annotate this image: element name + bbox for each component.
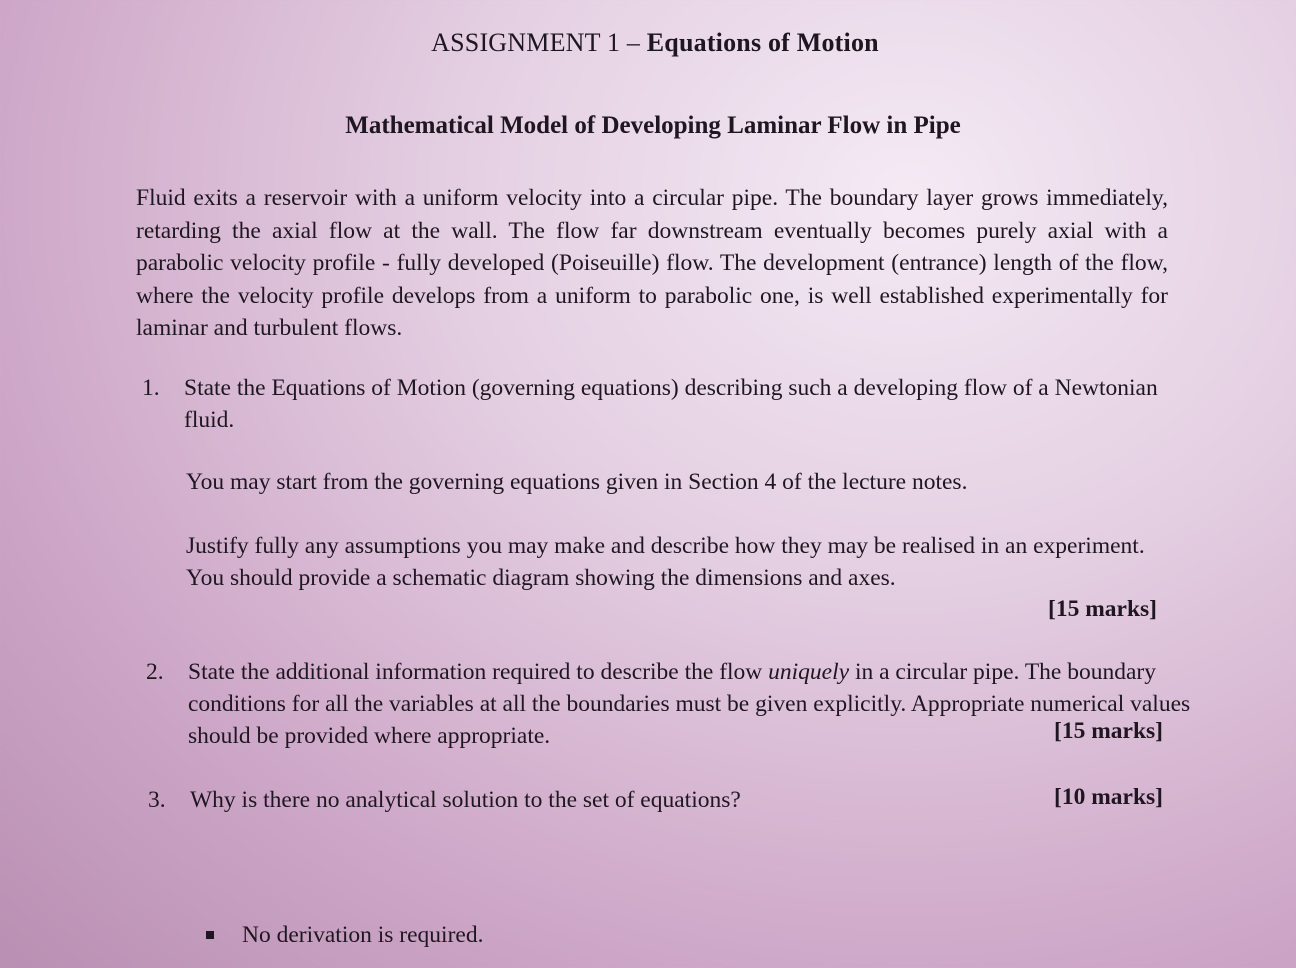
question-text-emphasis: uniquely (768, 659, 850, 685)
question-1-justify: Justify fully any assumptions you may make and describe how they may be realised in an experiment. You should provide a schematic diagram showing the dimensions and axes. (186, 533, 1145, 591)
bullet-icon (206, 931, 214, 939)
note-bullet (206, 922, 483, 949)
question-1-marks: [15 marks] (1048, 596, 1157, 622)
question-2-marks: [15 marks] (1054, 718, 1163, 744)
question-number: 2. (146, 659, 164, 685)
title-bold: Equations of Motion (646, 28, 879, 57)
question-text-start: State the additional information required to describe the flow (188, 659, 769, 685)
question-text (188, 656, 1194, 752)
question-number: 1. (142, 375, 160, 401)
note-text: No derivation is required. (242, 922, 484, 948)
question-text: Why is there no analytical solution to the set of equations? (190, 787, 741, 813)
question-1-note: You may start from the governing equations given in Section 4 of the lecture notes. (186, 469, 968, 495)
question-text-end: in a circular pipe. The boundary conditions for all the variables at all the boundaries must be given explicitly. Appropriate numerical values should be provided where appropriate. (188, 659, 1191, 749)
title-prefix: ASSIGNMENT 1 – (431, 28, 647, 57)
question-text: State the Equations of Motion (governing equations) describing such a developing flow of a Newtonian fluid. (184, 375, 1158, 433)
subtitle: Mathematical Model of Developing Laminar Flow in Pipe (345, 112, 961, 139)
page-title (0, 28, 1296, 58)
question-3-marks: [10 marks] (1054, 784, 1163, 810)
question-number: 3. (148, 787, 166, 813)
intro-paragraph: Fluid exits a reservoir with a uniform velocity into a circular pipe. The boundary layer grows immediately, retarding the axial flow at the wall. The flow far downstream eventually becomes purely axial with a parabolic velocity profile - fully developed (Poiseuille) flow. The development (entrance) length of the flow, where the velocity profile develops from a uniform to parabolic one, is well established experimentally for laminar and turbulent flows. (136, 185, 1168, 341)
